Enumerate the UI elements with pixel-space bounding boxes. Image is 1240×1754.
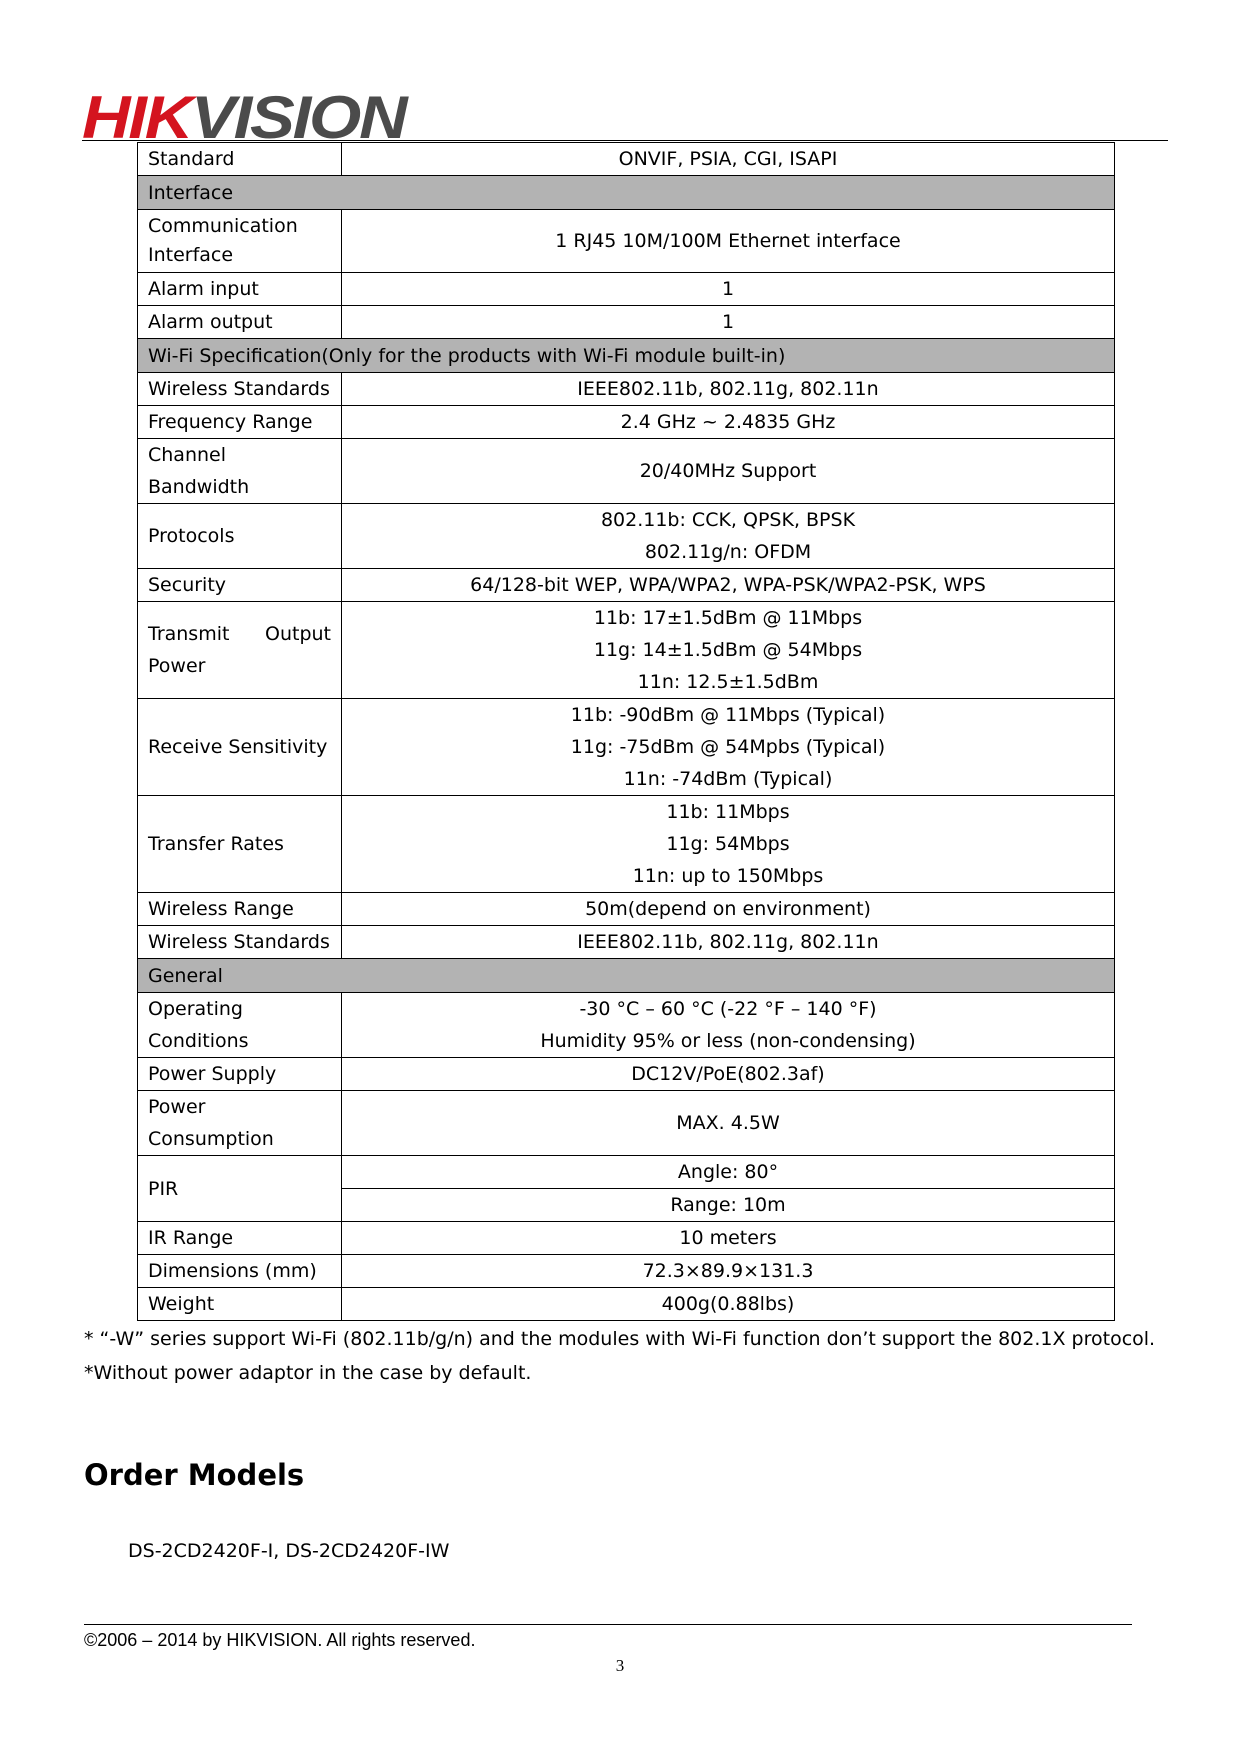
section-header-general (138, 959, 1115, 993)
table-row (138, 373, 1115, 406)
footnotes (84, 1322, 1155, 1390)
table-row (138, 1058, 1115, 1091)
row-value: 72.3×89.9×131.3 (342, 1255, 1115, 1288)
table-row (138, 893, 1115, 926)
row-value: 64/128-bit WEP, WPA/WPA2, WPA-PSK/WPA2-PSK, WPS (342, 569, 1115, 602)
row-value: DC12V/PoE(802.3af) (342, 1058, 1115, 1091)
value-line: 11b: 11Mbps (666, 801, 790, 823)
row-label: Standard (138, 143, 342, 176)
section-title: Wi-Fi Specification(Only for the products with Wi-Fi module built-in) (138, 339, 1115, 373)
row-value-multiline (342, 993, 1115, 1058)
row-value: 400g(0.88lbs) (342, 1288, 1115, 1321)
page-number: 3 (615, 1656, 625, 1675)
table-row (138, 273, 1115, 306)
spec-table (137, 142, 1115, 1321)
label-line (148, 618, 331, 650)
footnote-wifi: * “-W” series support Wi-Fi (802.11b/g/n) and the modules with Wi-Fi function don’t support the 802.1X protocol. (84, 1328, 1156, 1350)
value-line: 11g: 14±1.5dBm @ 54Mbps (593, 639, 863, 661)
row-label: Wireless Standards (138, 373, 342, 406)
value-line: 802.11g/n: OFDM (644, 541, 812, 563)
section-title: General (138, 959, 1115, 993)
table-row (138, 1156, 1115, 1189)
table-row (138, 926, 1115, 959)
table-row (138, 1288, 1115, 1321)
table-row (138, 504, 1115, 569)
table-row (138, 306, 1115, 339)
row-value: 1 (342, 273, 1115, 306)
value-line: 11n: up to 150Mbps (632, 865, 824, 887)
logo-hik-text: HIK (82, 84, 192, 151)
row-label: Security (138, 569, 342, 602)
row-value: 1 RJ45 10M/100M Ethernet interface (342, 210, 1115, 273)
row-label: Power Consumption (138, 1091, 342, 1156)
footer-rule (84, 1624, 1132, 1625)
row-label: Frequency Range (138, 406, 342, 439)
row-value: 50m(depend on environment) (342, 893, 1115, 926)
logo-vision-text: VISION (191, 84, 406, 151)
row-value: IEEE802.11b, 802.11g, 802.11n (342, 373, 1115, 406)
table-row (138, 699, 1115, 796)
table-row (138, 993, 1115, 1058)
row-label: Communication Interface (138, 210, 342, 273)
table-row (138, 796, 1115, 893)
value-line: -30 °C – 60 °C (-22 °F – 140 °F) (579, 998, 877, 1020)
label-word: Transmit (148, 623, 230, 645)
row-value-multiline (342, 602, 1115, 699)
row-value: IEEE802.11b, 802.11g, 802.11n (342, 926, 1115, 959)
row-value: 10 meters (342, 1222, 1115, 1255)
row-label: Protocols (138, 504, 342, 569)
row-value: Angle: 80° (342, 1156, 1115, 1189)
row-label: Transfer Rates (138, 796, 342, 893)
order-models-heading: Order Models (84, 1458, 305, 1492)
section-title: Interface (138, 176, 1115, 210)
value-line: 11b: 17±1.5dBm @ 11Mbps (593, 607, 863, 629)
table-row (138, 1255, 1115, 1288)
row-value: Range: 10m (342, 1189, 1115, 1222)
label-word: Output (265, 623, 331, 645)
value-line: 11n: 12.5±1.5dBm (637, 671, 819, 693)
section-header-wifi (138, 339, 1115, 373)
row-value: MAX. 4.5W (342, 1091, 1115, 1156)
table-row (138, 1091, 1115, 1156)
row-value-multiline (342, 504, 1115, 569)
row-label: Dimensions (mm) (138, 1255, 342, 1288)
table-row (138, 602, 1115, 699)
row-value: 20/40MHz Support (342, 439, 1115, 504)
footnote-adaptor: *Without power adaptor in the case by default. (84, 1362, 532, 1384)
row-label: Wireless Range (138, 893, 342, 926)
row-value-multiline (342, 796, 1115, 893)
order-models-list: DS-2CD2420F-I, DS-2CD2420F-IW (128, 1540, 450, 1562)
row-label: Alarm input (138, 273, 342, 306)
row-label: PIR (138, 1156, 342, 1222)
table-row (138, 210, 1115, 273)
table-row (138, 569, 1115, 602)
header-rule (82, 140, 1168, 141)
row-label: Weight (138, 1288, 342, 1321)
hikvision-logo (82, 84, 406, 151)
value-line: 11g: 54Mbps (666, 833, 790, 855)
row-label: Power Supply (138, 1058, 342, 1091)
row-value: ONVIF, PSIA, CGI, ISAPI (342, 143, 1115, 176)
table-row (138, 406, 1115, 439)
label-line: Power (148, 655, 206, 677)
table-row (138, 439, 1115, 504)
table-row (138, 1222, 1115, 1255)
table-row (138, 143, 1115, 176)
row-label: Operating Conditions (138, 993, 342, 1058)
row-value: 1 (342, 306, 1115, 339)
row-label: Channel Bandwidth (138, 439, 342, 504)
row-label: Receive Sensitivity (138, 699, 342, 796)
row-label: Alarm output (138, 306, 342, 339)
row-label: IR Range (138, 1222, 342, 1255)
value-line: 11n: -74dBm (Typical) (623, 768, 833, 790)
row-value-multiline (342, 699, 1115, 796)
row-value: 2.4 GHz ~ 2.4835 GHz (342, 406, 1115, 439)
row-label-transmit-power (138, 602, 342, 699)
row-label: Wireless Standards (138, 926, 342, 959)
value-line: 11b: -90dBm @ 11Mbps (Typical) (570, 704, 886, 726)
section-header-interface (138, 176, 1115, 210)
value-line: Humidity 95% or less (non-condensing) (540, 1030, 916, 1052)
copyright-text: ©2006 – 2014 by HIKVISION. All rights reserved. (84, 1630, 476, 1650)
value-line: 11g: -75dBm @ 54Mpbs (Typical) (570, 736, 886, 758)
value-line: 802.11b: CCK, QPSK, BPSK (600, 509, 856, 531)
